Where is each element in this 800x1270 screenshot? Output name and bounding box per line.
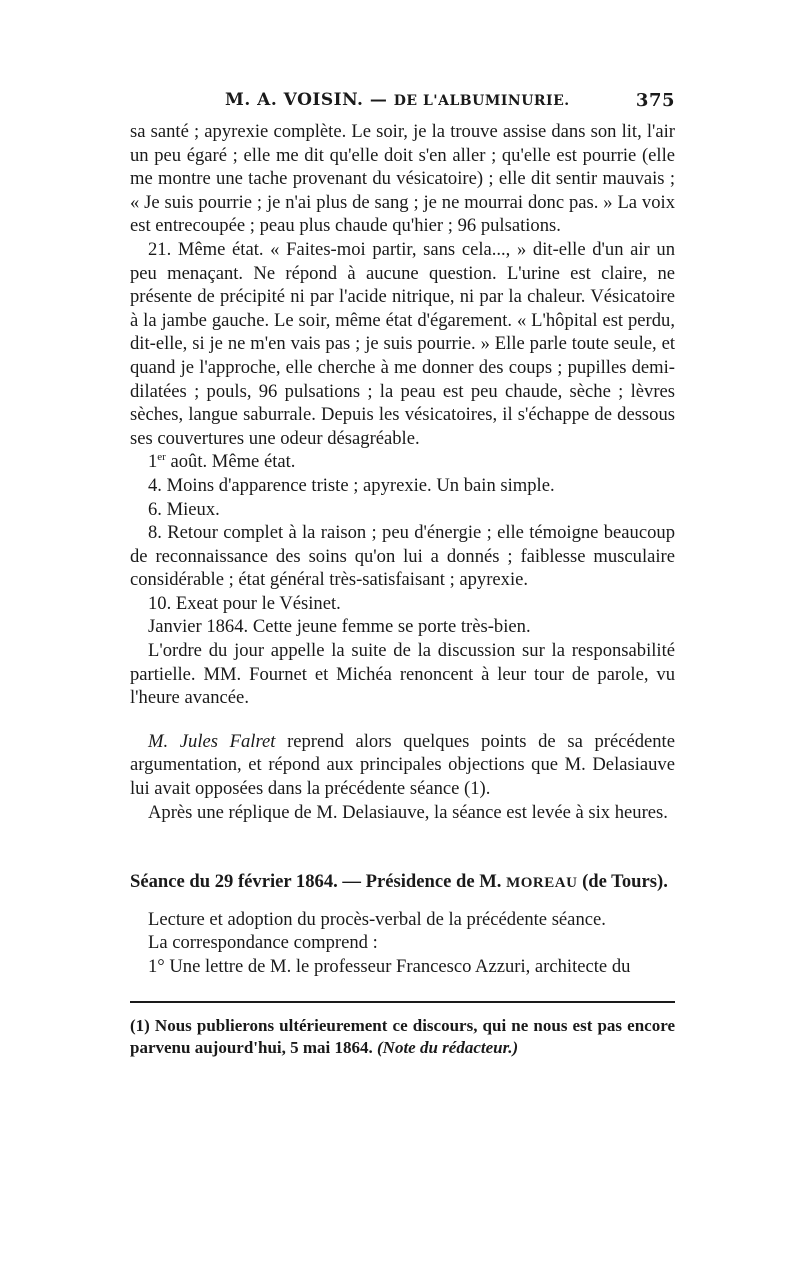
- running-title: [225, 90, 570, 110]
- spacer: [130, 824, 675, 870]
- page-number: 375: [635, 90, 675, 111]
- paragraph-closing: Après une réplique de M. Delasiauve, la séance est levée à six heures.: [148, 801, 668, 823]
- paragraph-falret: [130, 730, 675, 801]
- aug-1-text: août. Même état.: [165, 451, 296, 473]
- footnote-rule: [130, 1001, 675, 1003]
- session-president: MOREAU: [506, 875, 578, 892]
- session-heading-start: Séance du 29 février 1864. — Présidence de M.: [130, 871, 507, 893]
- falret-text: reprend alors quelques points de sa précédente argumentation, et répond aux principales objections que M. Delasiauve lui avait opposées dans la précédente séance (1).: [130, 730, 675, 800]
- aug-1-ordinal: er: [157, 451, 166, 464]
- paragraph-aug-8: 8. Retour complet à la raison ; peu d'énergie ; elle témoigne beaucoup de reconnaissance des soins qu'on lui a donnés ; faiblesse musculaire considérable ; état général très-satisfaisant ; apyrexie.: [130, 522, 675, 591]
- spacer: [130, 896, 675, 908]
- paragraph-correspondence: La correspondance comprend :: [148, 932, 378, 954]
- paragraph-order-of-day: L'ordre du jour appelle la suite de la discussion sur la responsabilité partielle. MM. Fournet et Michéa renoncent à leur tour de parole, vu l'heure avancée.: [130, 640, 675, 709]
- header-title: DE L'ALBUMINURIE.: [393, 93, 570, 109]
- running-head: [130, 90, 675, 120]
- paragraph-aug-10: 10. Exeat pour le Vésinet.: [148, 592, 341, 614]
- falret-name: M. Jules Falret: [148, 730, 276, 752]
- footnote: [130, 1015, 675, 1059]
- paragraph-aug-1: [130, 450, 675, 474]
- paragraph-minutes: Lecture et adoption du procès-verbal de la précédente séance.: [148, 908, 606, 930]
- session-heading: [130, 870, 675, 896]
- book-page: [130, 90, 675, 1059]
- paragraph-aug-4: 4. Moins d'apparence triste ; apyrexie. Un bain simple.: [148, 474, 555, 496]
- footnote-editor-note: (Note du rédacteur.): [377, 1037, 519, 1057]
- paragraph-day-21: 21. Même état. « Faites-moi partir, sans cela..., » dit-elle d'un air un peu menaçant. Ne répond à aucune question. L'urine est claire, ne présente de précipité ni par l'acide nitrique, ni par la chaleur. Vésicatoire à la jambe gauche. Le soir, même état d'égarement. « L'hôpital est perdu, dit-elle, si je ne m'en vais pas ; je suis pourrie. » Elle parle toute seule, et quand je l'approche, elle cherche à me donner des coups ; pupilles demi-dilatées ; pouls, 96 pulsations ; la peau est peu chaude, sèche ; lèvres sèches, langue saburrale. Depuis les vésicatoires, il s'échappe de dessous ses couvertures une odeur désagréable.: [130, 238, 675, 449]
- spacer: [130, 710, 675, 730]
- paragraph-aug-6: 6. Mieux.: [148, 498, 220, 520]
- footnote-text: (1) Nous publierons ultérieurement ce discours, qui ne nous est pas encore parvenu aujourd'hui, 5 mai 1864.: [130, 1015, 675, 1057]
- paragraph-january-1864: Janvier 1864. Cette jeune femme se porte très-bien.: [148, 616, 531, 638]
- header-separator: —: [369, 90, 388, 110]
- aug-1-number: 1: [148, 451, 158, 473]
- header-author: M. A. VOISIN.: [225, 90, 364, 110]
- body-text: [130, 120, 675, 979]
- session-heading-end: (de Tours).: [577, 871, 668, 893]
- paragraph-letter-azzuri: 1° Une lettre de M. le professeur Francesco Azzuri, architecte du: [148, 956, 631, 977]
- paragraph-continuation: sa santé ; apyrexie complète. Le soir, je la trouve assise dans son lit, l'air un peu égaré ; elle me dit qu'elle doit s'en aller ; qu'elle est pourrie (elle me montre une tache provenant du vésicatoire) ; elle dit sentir mauvais ; « Je suis pourrie ; je n'ai plus de sang ; je ne mourrai donc pas. » La voix est entrecoupée ; peau plus chaude qu'hier ; 96 pulsations.: [130, 121, 675, 237]
